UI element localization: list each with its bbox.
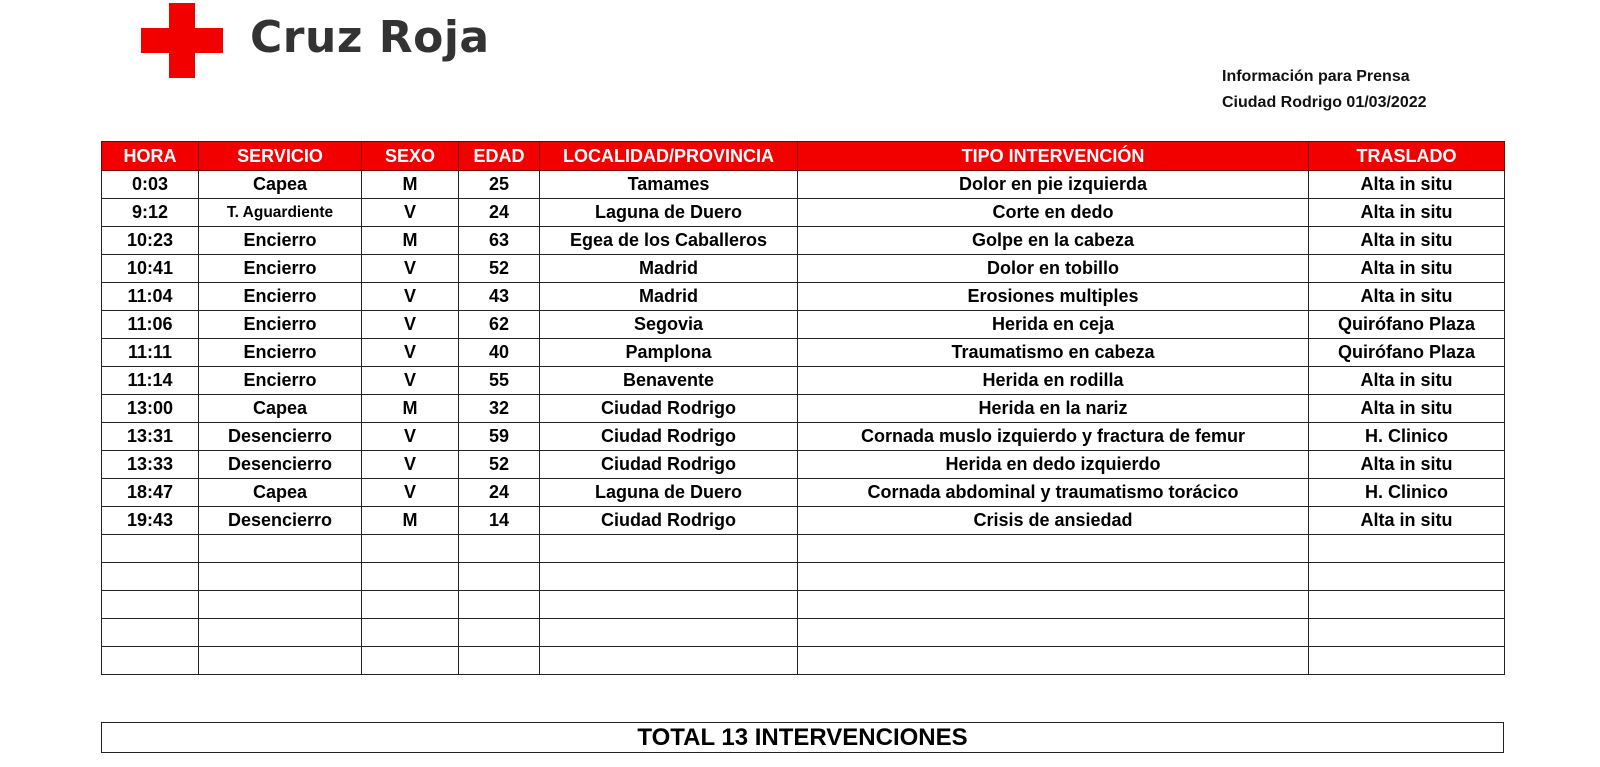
cell-empty [459,535,540,563]
cell-edad: 52 [459,255,540,283]
cell-traslado: Alta in situ [1309,255,1505,283]
cell-localidad: Benavente [540,367,798,395]
cell-servicio: Encierro [199,339,362,367]
cell-empty [540,535,798,563]
table-row [102,479,1505,507]
cell-edad: 52 [459,451,540,479]
cell-tipo: Erosiones multiples [798,283,1309,311]
cell-empty [459,619,540,647]
cell-localidad: Madrid [540,283,798,311]
interventions-table [101,141,1505,675]
cell-tipo: Golpe en la cabeza [798,227,1309,255]
table-row-empty [102,647,1505,675]
cell-empty [459,563,540,591]
header-hora: HORA [102,142,199,171]
cell-empty [1309,647,1505,675]
cell-servicio: Encierro [199,283,362,311]
header-sexo: SEXO [362,142,459,171]
cell-traslado: Alta in situ [1309,227,1505,255]
table-row [102,311,1505,339]
cell-empty [798,647,1309,675]
cell-empty [362,591,459,619]
cell-tipo: Cornada abdominal y traumatismo torácico [798,479,1309,507]
cell-edad: 24 [459,479,540,507]
cell-tipo: Herida en dedo izquierdo [798,451,1309,479]
cell-empty [102,647,199,675]
cell-sexo: M [362,507,459,535]
cell-sexo: M [362,395,459,423]
cell-localidad: Laguna de Duero [540,199,798,227]
cell-empty [1309,535,1505,563]
table-row [102,283,1505,311]
table-row-empty [102,619,1505,647]
cell-empty [540,619,798,647]
cell-empty [540,647,798,675]
cell-hora: 11:14 [102,367,199,395]
cell-edad: 25 [459,171,540,199]
cell-empty [459,647,540,675]
cell-edad: 43 [459,283,540,311]
table-row [102,171,1505,199]
cell-hora: 18:47 [102,479,199,507]
cell-empty [798,619,1309,647]
cell-hora: 11:04 [102,283,199,311]
header-traslado: TRASLADO [1309,142,1505,171]
cell-servicio: Capea [199,395,362,423]
cell-localidad: Egea de los Caballeros [540,227,798,255]
table-row [102,395,1505,423]
cell-empty [1309,563,1505,591]
table-row [102,451,1505,479]
cell-empty [102,591,199,619]
cell-sexo: V [362,283,459,311]
cell-tipo: Dolor en pie izquierda [798,171,1309,199]
cell-servicio: Capea [199,479,362,507]
cell-localidad: Ciudad Rodrigo [540,395,798,423]
table-row [102,367,1505,395]
table-row [102,423,1505,451]
press-info-title: Información para Prensa [1222,68,1410,85]
cell-traslado: Alta in situ [1309,199,1505,227]
table-row-empty [102,591,1505,619]
cell-sexo: V [362,423,459,451]
cell-empty [1309,591,1505,619]
cell-servicio: Encierro [199,311,362,339]
cell-servicio: Desencierro [199,451,362,479]
cell-traslado: Alta in situ [1309,367,1505,395]
table-row-empty [102,535,1505,563]
cell-traslado: Quirófano Plaza [1309,339,1505,367]
cell-edad: 24 [459,199,540,227]
cell-empty [798,563,1309,591]
cell-servicio: Encierro [199,227,362,255]
cell-traslado: Alta in situ [1309,171,1505,199]
cell-hora: 11:11 [102,339,199,367]
cell-edad: 63 [459,227,540,255]
cell-edad: 32 [459,395,540,423]
cell-sexo: V [362,199,459,227]
header-tipo-intervencion: TIPO INTERVENCIÓN [798,142,1309,171]
table-row [102,339,1505,367]
header-edad: EDAD [459,142,540,171]
cell-traslado: Alta in situ [1309,451,1505,479]
cell-empty [102,563,199,591]
cell-localidad: Laguna de Duero [540,479,798,507]
table-row [102,507,1505,535]
cell-traslado: H. Clinico [1309,423,1505,451]
cell-hora: 10:23 [102,227,199,255]
cell-empty [199,591,362,619]
cell-empty [102,619,199,647]
cell-tipo: Dolor en tobillo [798,255,1309,283]
cell-empty [1309,619,1505,647]
cell-localidad: Pamplona [540,339,798,367]
total-interventions: TOTAL 13 INTERVENCIONES [101,722,1504,753]
cell-empty [798,591,1309,619]
cell-localidad: Ciudad Rodrigo [540,423,798,451]
cell-traslado: Alta in situ [1309,283,1505,311]
press-info [1222,64,1427,116]
cell-tipo: Cornada muslo izquierdo y fractura de femur [798,423,1309,451]
table-row [102,227,1505,255]
table-row-empty [102,563,1505,591]
cell-edad: 40 [459,339,540,367]
cell-servicio: Encierro [199,367,362,395]
cell-empty [362,647,459,675]
cell-localidad: Segovia [540,311,798,339]
brand-name: Cruz Roja [250,12,490,63]
cell-tipo: Herida en la nariz [798,395,1309,423]
cell-empty [362,535,459,563]
cell-sexo: M [362,171,459,199]
cell-edad: 62 [459,311,540,339]
cell-tipo: Crisis de ansiedad [798,507,1309,535]
cell-servicio: Desencierro [199,507,362,535]
cell-hora: 19:43 [102,507,199,535]
table-header-row [102,142,1505,171]
cell-empty [199,647,362,675]
cell-sexo: V [362,451,459,479]
cell-hora: 13:33 [102,451,199,479]
cell-empty [199,619,362,647]
cell-edad: 14 [459,507,540,535]
red-cross-icon [141,3,223,78]
cell-empty [362,619,459,647]
cell-traslado: Quirófano Plaza [1309,311,1505,339]
header-servicio: SERVICIO [199,142,362,171]
cell-empty [540,563,798,591]
cell-hora: 0:03 [102,171,199,199]
cell-traslado: H. Clinico [1309,479,1505,507]
cell-edad: 55 [459,367,540,395]
cell-hora: 13:31 [102,423,199,451]
cell-hora: 10:41 [102,255,199,283]
cell-empty [540,591,798,619]
cell-traslado: Alta in situ [1309,507,1505,535]
cell-hora: 9:12 [102,199,199,227]
cell-tipo: Traumatismo en cabeza [798,339,1309,367]
cell-sexo: V [362,311,459,339]
cell-sexo: V [362,339,459,367]
cell-tipo: Corte en dedo [798,199,1309,227]
cell-edad: 59 [459,423,540,451]
cell-servicio: Desencierro [199,423,362,451]
cell-servicio: T. Aguardiente [199,199,362,227]
cell-localidad: Ciudad Rodrigo [540,451,798,479]
cell-servicio: Capea [199,171,362,199]
cell-empty [199,535,362,563]
cell-hora: 11:06 [102,311,199,339]
cell-servicio: Encierro [199,255,362,283]
cell-localidad: Tamames [540,171,798,199]
cell-traslado: Alta in situ [1309,395,1505,423]
cell-sexo: V [362,479,459,507]
cell-sexo: M [362,227,459,255]
cell-localidad: Ciudad Rodrigo [540,507,798,535]
cell-empty [102,535,199,563]
cell-empty [798,535,1309,563]
cell-sexo: V [362,367,459,395]
cell-tipo: Herida en rodilla [798,367,1309,395]
cell-tipo: Herida en ceja [798,311,1309,339]
cell-hora: 13:00 [102,395,199,423]
table-row [102,255,1505,283]
cell-empty [362,563,459,591]
cell-empty [199,563,362,591]
cell-localidad: Madrid [540,255,798,283]
table-row [102,199,1505,227]
cell-empty [459,591,540,619]
press-info-location-date: Ciudad Rodrigo 01/03/2022 [1222,94,1427,111]
header-localidad: LOCALIDAD/PROVINCIA [540,142,798,171]
cell-sexo: V [362,255,459,283]
